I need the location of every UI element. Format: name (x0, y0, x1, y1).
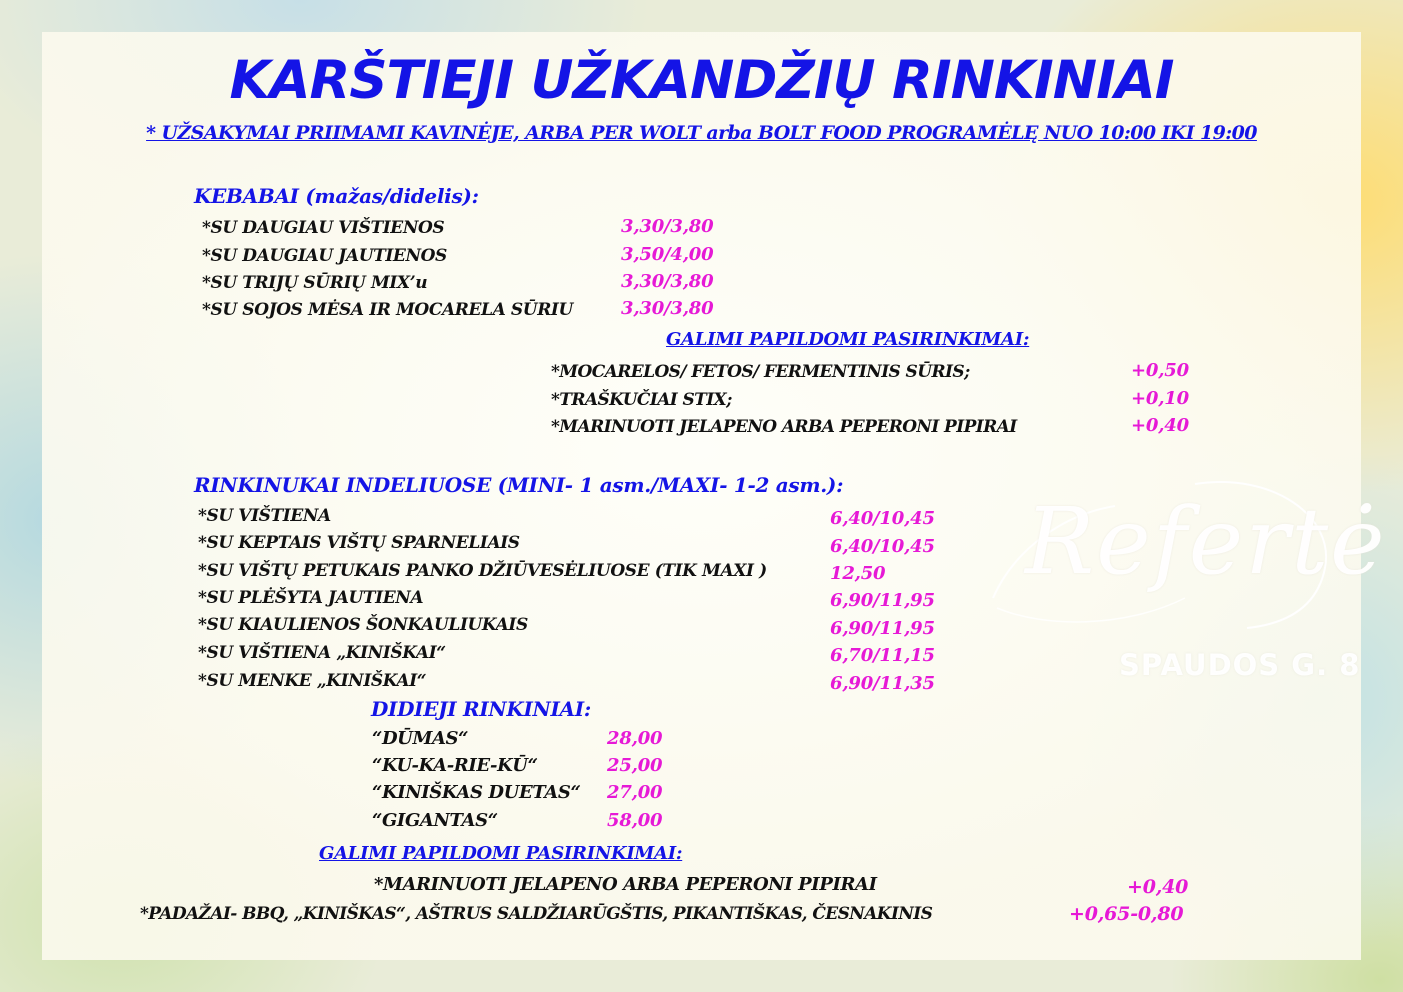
kebab-item-name: *SU DAUGIAU VIŠTIENOS (202, 218, 445, 238)
kebab-item-price: 3,30/3,80 (621, 298, 714, 319)
didysis-item-price: 27,00 (607, 782, 663, 803)
rinkinukas-item-name: *SU VIŠTIENA (198, 506, 331, 526)
kebab-extra-name: *MARINUOTI JELAPENO ARBA PEPERONI PIPIRAI (551, 417, 1017, 437)
rinkinukas-item-name: *SU KIAULIENOS ŠONKAULIUKAIS (198, 615, 528, 635)
rinkinukas-item-price: 6,90/11,95 (830, 590, 935, 611)
kebab-extra-name: *TRAŠKUČIAI STIX; (551, 390, 732, 410)
didieji-extra-name: *PADAŽAI- BBQ, „KINIŠKAS“, AŠTRUS SALDŽIARŪGŠTIS, PIKANTIŠKAS, ČESNAKINIS (140, 904, 933, 924)
kebab-extra-price: +0,40 (1131, 415, 1189, 436)
logo-wordmark: Refertė (1025, 488, 1387, 595)
kebab-extras-heading: GALIMI PAPILDOMI PASIRINKIMAI: (666, 329, 1030, 350)
didysis-item-price: 58,00 (607, 810, 663, 831)
kebab-item-name: *SU DAUGIAU JAUTIENOS (202, 246, 447, 266)
didieji-extra-name: *MARINUOTI JELAPENO ARBA PEPERONI PIPIRAI (374, 874, 877, 895)
rinkinukas-item-price: 6,90/11,35 (830, 673, 935, 694)
kebab-extra-name: *MOCARELOS/ FETOS/ FERMENTINIS SŪRIS; (551, 362, 970, 382)
didysis-item-price: 25,00 (607, 755, 663, 776)
didieji-extra-price: +0,65-0,80 (1069, 903, 1184, 925)
kebab-extra-price: +0,50 (1131, 360, 1189, 381)
order-notice: * UŽSAKYMAI PRIIMAMI KAVINĖJE, ARBA PER WOLT arba BOLT FOOD PROGRAMĖLĘ NUO 10:00 IKI 19:00 (146, 122, 1257, 144)
rinkinukas-item-price: 6,40/10,45 (830, 536, 935, 557)
rinkinukas-item-name: *SU PLĖŠYTA JAUTIENA (198, 588, 424, 608)
didysis-item-name: “KU-KA-RIE-KŪ“ (372, 755, 538, 776)
kebab-item-price: 3,30/3,80 (621, 271, 714, 292)
didysis-item-name: “DŪMAS“ (372, 728, 469, 749)
rinkinukas-item-name: *SU MENKE „KINIŠKAI“ (198, 671, 427, 691)
rinkinukas-item-price: 6,90/11,95 (830, 618, 935, 639)
kebab-item-price: 3,50/4,00 (621, 244, 714, 265)
rinkinukas-item-price: 6,70/11,15 (830, 645, 935, 666)
menu-title: KARŠTIEJI UŽKANDŽIŲ RINKINIAI (229, 50, 1174, 111)
didieji-extra-price: +0,40 (1127, 876, 1189, 898)
didysis-item-price: 28,00 (607, 728, 663, 749)
rinkinukas-item-name: *SU VIŠTŲ PETUKAIS PANKO DŽIŪVESĖLIUOSE (TIK MAXI ) (198, 561, 767, 581)
didieji-extras-heading: GALIMI PAPILDOMI PASIRINKIMAI: (319, 843, 683, 864)
rinkinukas-item-price: 6,40/10,45 (830, 508, 935, 529)
refertė-logo (985, 478, 1387, 693)
kebab-item-name: *SU TRIJŲ SŪRIŲ MIX’u (202, 273, 428, 293)
didysis-item-name: “GIGANTAS“ (372, 810, 498, 831)
kebabai-heading: KEBABAI (mažas/didelis): (194, 184, 479, 208)
kebab-item-name: *SU SOJOS MĖSA IR MOCARELA SŪRIU (202, 300, 573, 320)
kebab-item-price: 3,30/3,80 (621, 216, 714, 237)
logo-address: SPAUDOS G. 8 (1119, 648, 1361, 682)
rinkinukas-item-name: *SU VIŠTIENA „KINIŠKAI“ (198, 643, 446, 663)
rinkinukas-item-name: *SU KEPTAIS VIŠTŲ SPARNELIAIS (198, 533, 520, 553)
didieji-heading: DIDIEJI RINKINIAI: (371, 697, 591, 721)
didysis-item-name: “KINIŠKAS DUETAS“ (372, 782, 581, 803)
kebab-extra-price: +0,10 (1131, 388, 1189, 409)
rinkinukai-heading: RINKINUKAI INDELIUOSE (MINI- 1 asm./MAXI- 1-2 asm.): (194, 473, 844, 497)
rinkinukas-item-price: 12,50 (830, 563, 886, 584)
